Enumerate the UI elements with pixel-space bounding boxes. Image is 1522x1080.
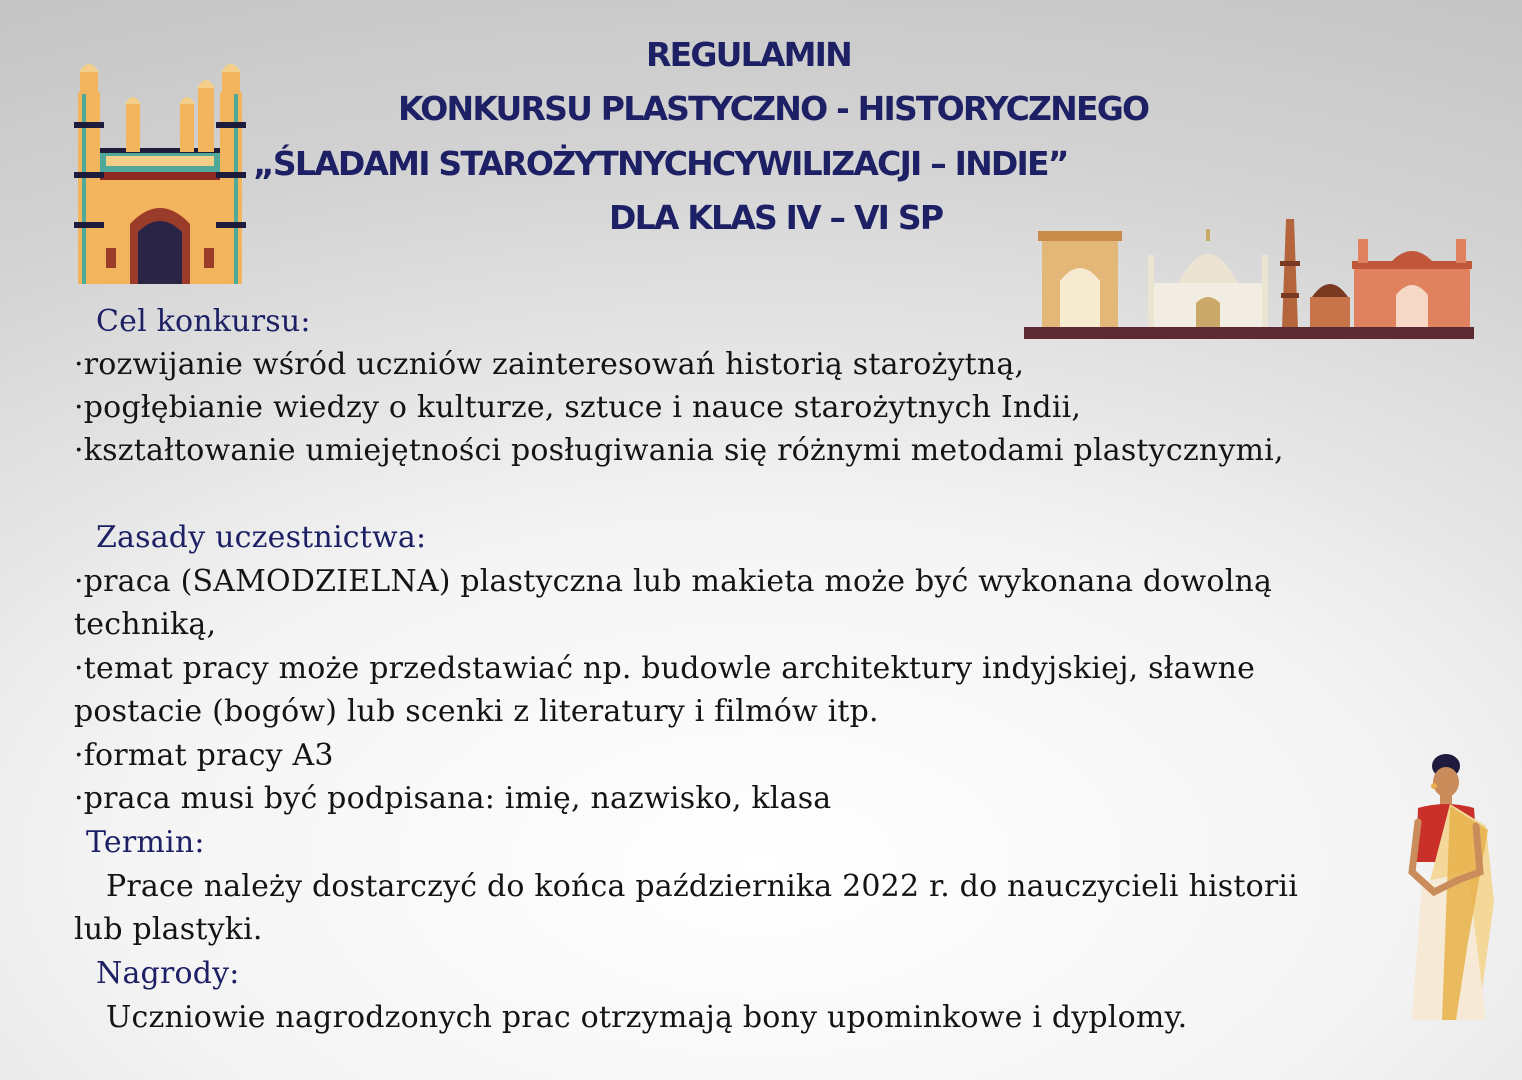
zasady-line-6: ·praca musi być podpisana: imię, nazwisko, klasa	[74, 781, 832, 816]
cel-item-3: ·kształtowanie umiejętności posługiwania się różnymi metodami plastycznymi,	[74, 433, 1284, 468]
title-konkursu: KONKURSU PLASTYCZNO - HISTORYCZNEGO	[398, 89, 1149, 128]
heading-zasady: Zasady uczestnictwa:	[96, 520, 427, 555]
title-dla-klas: DLA KLAS IV – VI SP	[609, 198, 943, 237]
termin-line-2: lub plastyki.	[74, 912, 263, 947]
zasady-line-1: ·praca (SAMODZIELNA) plastyczna lub makieta może być wykonana dowolną	[74, 564, 1273, 599]
zasady-line-4: postacie (bogów) lub scenki z literatury i filmów itp.	[74, 694, 879, 729]
woman-in-sari-illustration	[1398, 752, 1502, 1024]
charminar-illustration	[70, 52, 250, 288]
nagrody-text: Uczniowie nagrodzonych prac otrzymają bony upominkowe i dyplomy.	[106, 1000, 1188, 1035]
heading-termin: Termin:	[86, 825, 205, 860]
cel-item-2: ·pogłębianie wiedzy o kulturze, sztuce i nauce starożytnych Indii,	[74, 390, 1082, 425]
zasady-line-5: ·format pracy A3	[74, 738, 334, 773]
title-regulamin: REGULAMIN	[646, 35, 851, 74]
title-sladami: „ŚLADAMI STAROŻYTNYCHCYWILIZACJI – INDIE”	[253, 144, 1068, 183]
zasady-line-2: techniką,	[74, 607, 217, 642]
zasady-line-3: ·temat pracy może przedstawiać np. budowle architektury indyjskiej, sławne	[74, 651, 1256, 686]
monuments-skyline-illustration	[1024, 205, 1474, 340]
termin-line-1: Prace należy dostarczyć do końca października 2022 r. do nauczycieli historii	[106, 869, 1299, 904]
heading-cel-konkursu: Cel konkursu:	[96, 304, 311, 339]
cel-item-1: ·rozwijanie wśród uczniów zainteresowań historią starożytną,	[74, 347, 1025, 382]
heading-nagrody: Nagrody:	[96, 956, 240, 991]
